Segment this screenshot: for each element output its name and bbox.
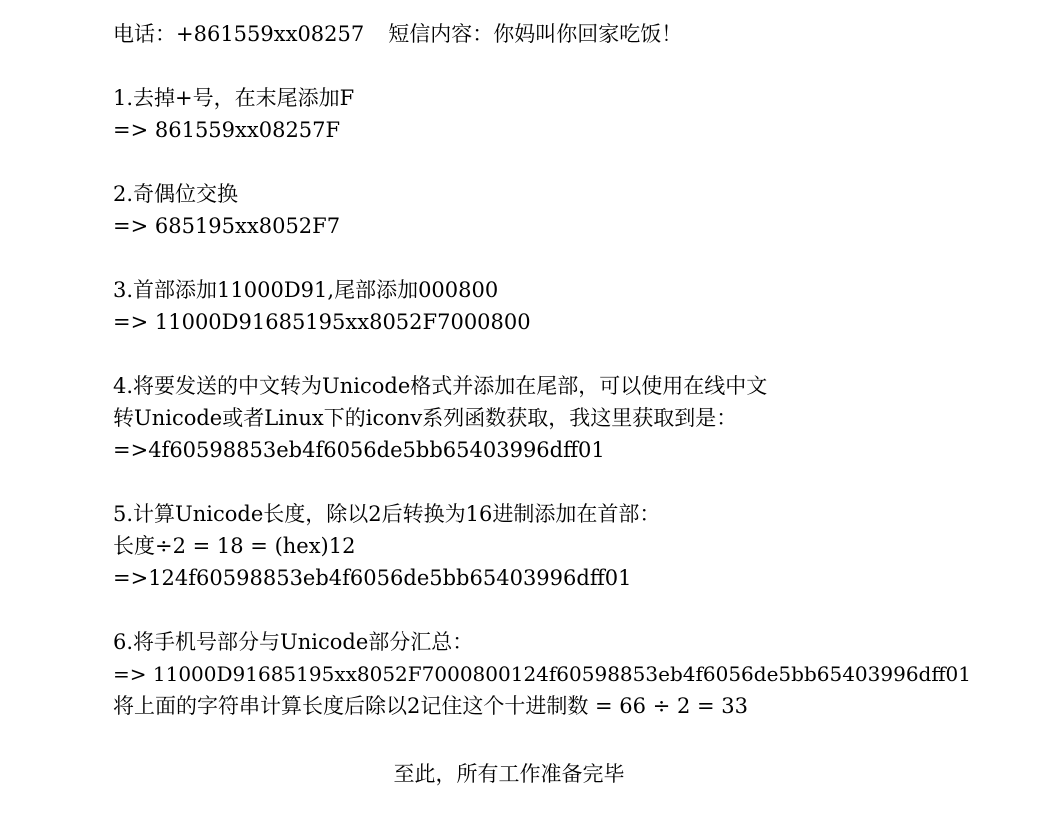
- step-title: 2.奇偶位交换: [113, 182, 239, 206]
- sms-content-text: 短信内容：你妈叫你回家吃饭！: [388, 22, 683, 46]
- step-3: [113, 274, 1033, 338]
- document-body: [113, 18, 1033, 722]
- step-title: 4.将要发送的中文转为Unicode格式并添加在尾部，可以使用在线中文: [113, 374, 768, 398]
- step-result: => 685195xx8052F7: [113, 214, 341, 238]
- step-result: => 861559xx08257F: [113, 118, 341, 142]
- step-result: => 11000D91685195xx8052F7000800: [113, 310, 531, 334]
- step-result: => 11000D91685195xx8052F7000800124f60598853eb4f6056de5bb65403996dff01: [113, 662, 971, 686]
- step-result: =>4f60598853eb4f6056de5bb65403996dff01: [113, 438, 605, 462]
- step-title: 3.首部添加11000D91,尾部添加000800: [113, 278, 499, 302]
- step-2: [113, 178, 1033, 242]
- step-text: 长度÷2 = 18 = (hex)12: [113, 534, 356, 558]
- footer-text: 至此，所有工作准备完毕: [393, 762, 625, 786]
- step-5: [113, 498, 1033, 594]
- step-title: 1.去掉+号，在末尾添加F: [113, 86, 355, 110]
- phone-number-text: 电话：+861559xx08257: [113, 22, 365, 46]
- step-4: [113, 370, 1033, 466]
- header-line: [113, 18, 1033, 50]
- step-title: 6.将手机号部分与Unicode部分汇总：: [113, 630, 474, 654]
- step-text: 将上面的字符串计算长度后除以2记住这个十进制数 = 66 ÷ 2 = 33: [113, 694, 749, 718]
- step-result: =>124f60598853eb4f6056de5bb65403996dff01: [113, 566, 632, 590]
- step-text: 转Unicode或者Linux下的iconv系列函数获取，我这里获取到是：: [113, 406, 738, 430]
- step-title: 5.计算Unicode长度，除以2后转换为16进制添加在首部：: [113, 502, 661, 526]
- step-1: [113, 82, 1033, 146]
- step-6: [113, 626, 1033, 722]
